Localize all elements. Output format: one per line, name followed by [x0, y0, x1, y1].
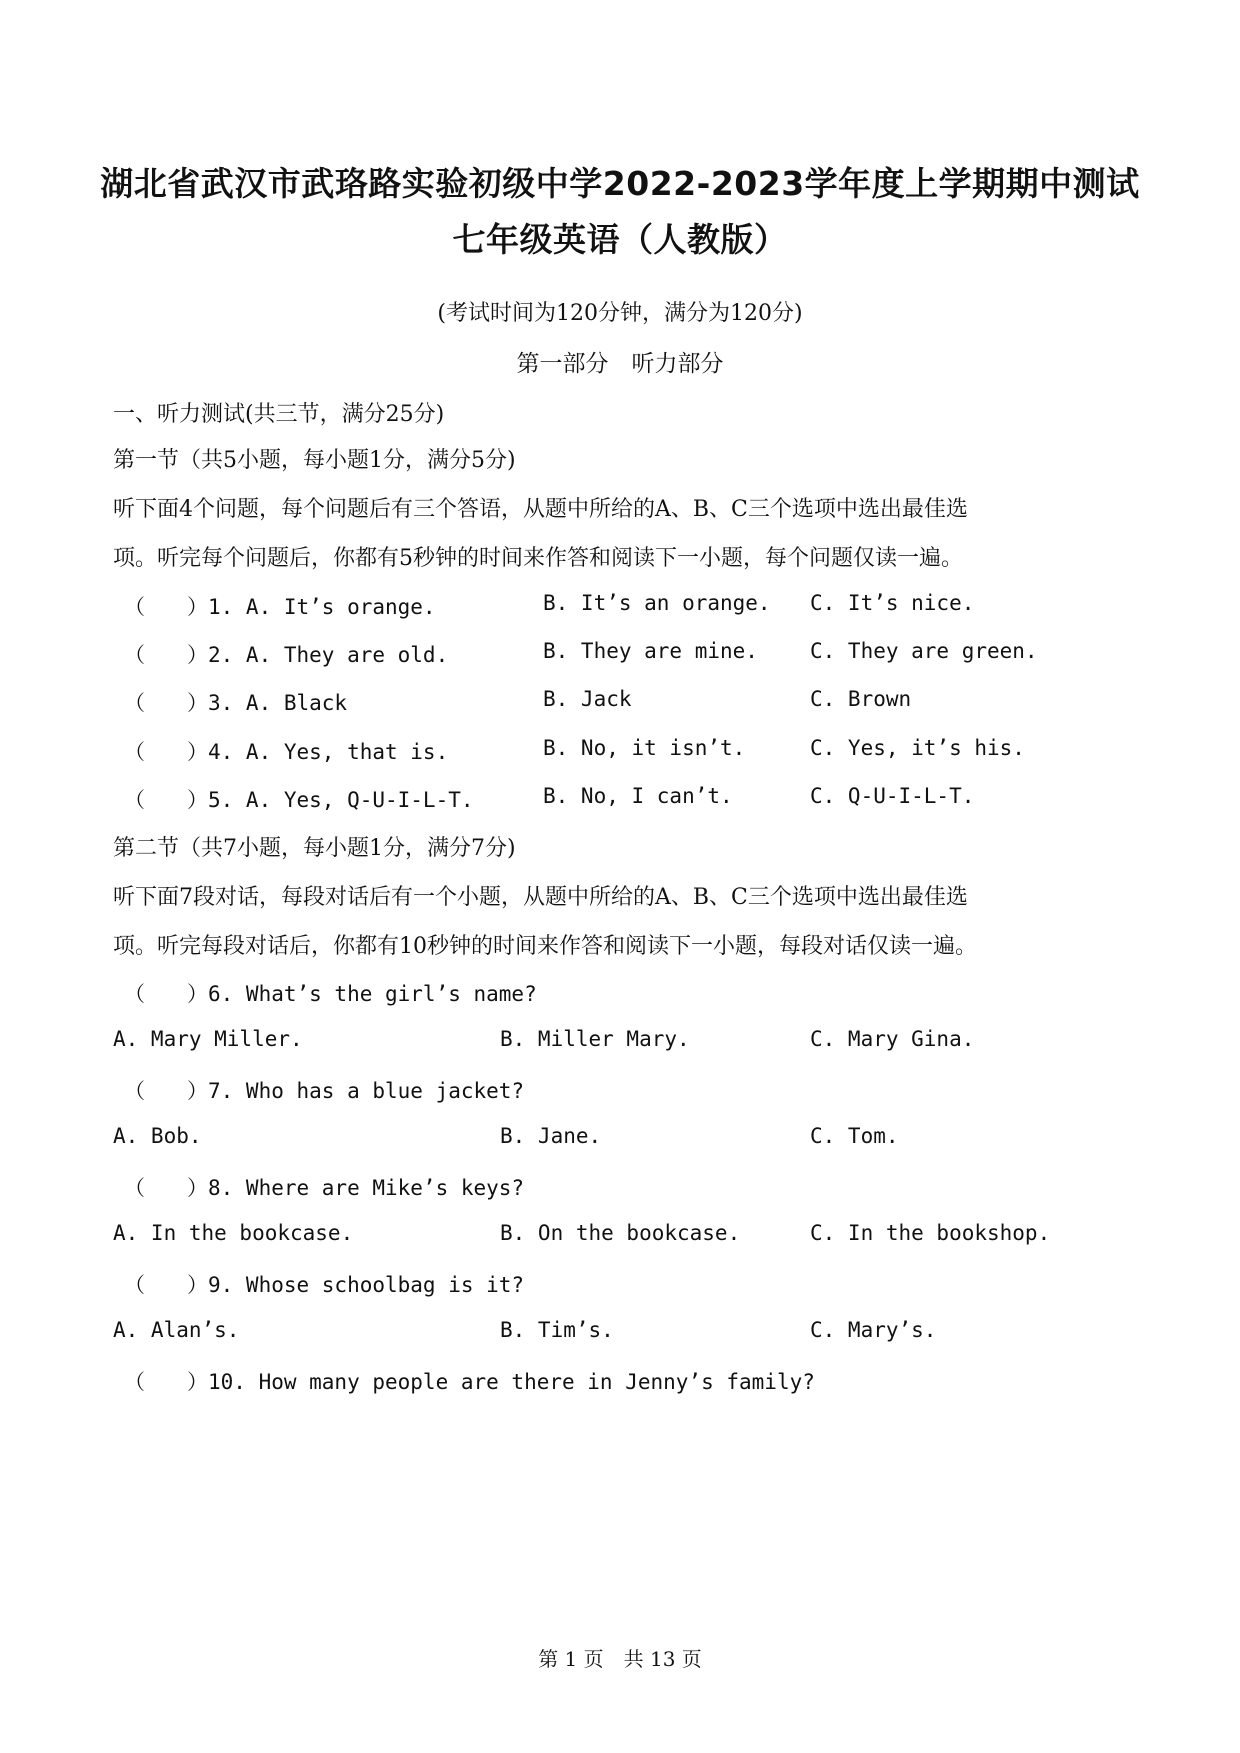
option-b: B. It’s an orange. — [543, 591, 771, 615]
question-6 — [0, 978, 1240, 1008]
option-b: B. They are mine. — [543, 639, 758, 663]
subsection2-heading: 第二节（共7小题，每小题1分，满分7分) — [113, 836, 516, 861]
subsection1-instructions-line2: 项。听完每个问题后，你都有5秒钟的时间来作答和阅读下一小题，每个问题仅读一遍。 — [113, 546, 963, 571]
option-b: B. No, I can’t. — [543, 784, 733, 808]
question-9-options — [0, 1318, 1240, 1348]
question-6-options — [0, 1027, 1240, 1057]
option-c: C. Brown — [810, 687, 912, 711]
question-8 — [0, 1172, 1240, 1202]
subsection2-instructions-line2: 项。听完每段对话后，你都有10秒钟的时间来作答和阅读下一小题，每段对话仅读一遍。 — [113, 934, 977, 959]
question-stem: （ ）1. A. It’s orange. — [124, 595, 436, 619]
question-stem: （ ）4. A. Yes, that is. — [124, 740, 449, 764]
option-b: B. On the bookcase. — [500, 1221, 741, 1245]
exam-title-line1: 湖北省武汉市武珞路实验初级中学2022-2023学年度上学期期中测试 — [100, 164, 1140, 203]
option-b: B. No, it isn’t. — [543, 736, 746, 760]
option-b: B. Jack — [543, 687, 632, 711]
part-heading: 第一部分 听力部分 — [516, 351, 724, 377]
question-stem: （ ）6. What’s the girl’s name? — [124, 982, 537, 1006]
option-c: C. Mary Gina. — [810, 1027, 975, 1051]
exam-title-line2: 七年级英语（人教版） — [452, 220, 788, 259]
section-heading: 一、听力测试(共三节，满分25分) — [113, 402, 445, 427]
question-3 — [0, 687, 1240, 717]
option-a: A. Bob. — [113, 1124, 202, 1148]
option-b: B. Tim’s. — [500, 1318, 614, 1342]
subsection1-heading: 第一节（共5小题，每小题1分，满分5分) — [113, 448, 516, 473]
question-2 — [0, 639, 1240, 669]
option-a: A. Mary Miller. — [113, 1027, 303, 1051]
option-c: C. Q-U-I-L-T. — [810, 784, 975, 808]
option-c: C. Tom. — [810, 1124, 899, 1148]
question-10 — [0, 1366, 1240, 1396]
question-stem: （ ）9. Whose schoolbag is it? — [124, 1273, 525, 1297]
question-7-options — [0, 1124, 1240, 1154]
option-a: A. Alan’s. — [113, 1318, 240, 1342]
option-b: B. Miller Mary. — [500, 1027, 690, 1051]
option-c: C. They are green. — [810, 639, 1038, 663]
question-stem: （ ）5. A. Yes, Q-U-I-L-T. — [124, 788, 474, 812]
page-footer: 第 1 页 共 13 页 — [538, 1647, 702, 1671]
option-b: B. Jane. — [500, 1124, 602, 1148]
question-stem: （ ）8. Where are Mike’s keys? — [124, 1176, 525, 1200]
question-8-options — [0, 1221, 1240, 1251]
option-c: C. It’s nice. — [810, 591, 975, 615]
option-c: C. Yes, it’s his. — [810, 736, 1025, 760]
question-stem: （ ）10. How many people are there in Jenny’s family? — [124, 1370, 815, 1394]
question-7 — [0, 1075, 1240, 1105]
question-stem: （ ）3. A. Black — [124, 691, 348, 715]
option-a: A. In the bookcase. — [113, 1221, 354, 1245]
question-stem: （ ）2. A. They are old. — [124, 643, 449, 667]
subsection2-instructions-line1: 听下面7段对话，每段对话后有一个小题，从题中所给的A、B、C三个选项中选出最佳选 — [113, 885, 968, 910]
subsection1-instructions-line1: 听下面4个问题，每个问题后有三个答语，从题中所给的A、B、C三个选项中选出最佳选 — [113, 497, 968, 522]
question-1 — [0, 591, 1240, 621]
question-9 — [0, 1269, 1240, 1299]
question-4 — [0, 736, 1240, 766]
exam-note: (考试时间为120分钟，满分为120分) — [437, 301, 803, 326]
option-c: C. In the bookshop. — [810, 1221, 1051, 1245]
question-5 — [0, 784, 1240, 814]
option-c: C. Mary’s. — [810, 1318, 937, 1342]
question-stem: （ ）7. Who has a blue jacket? — [124, 1079, 525, 1103]
